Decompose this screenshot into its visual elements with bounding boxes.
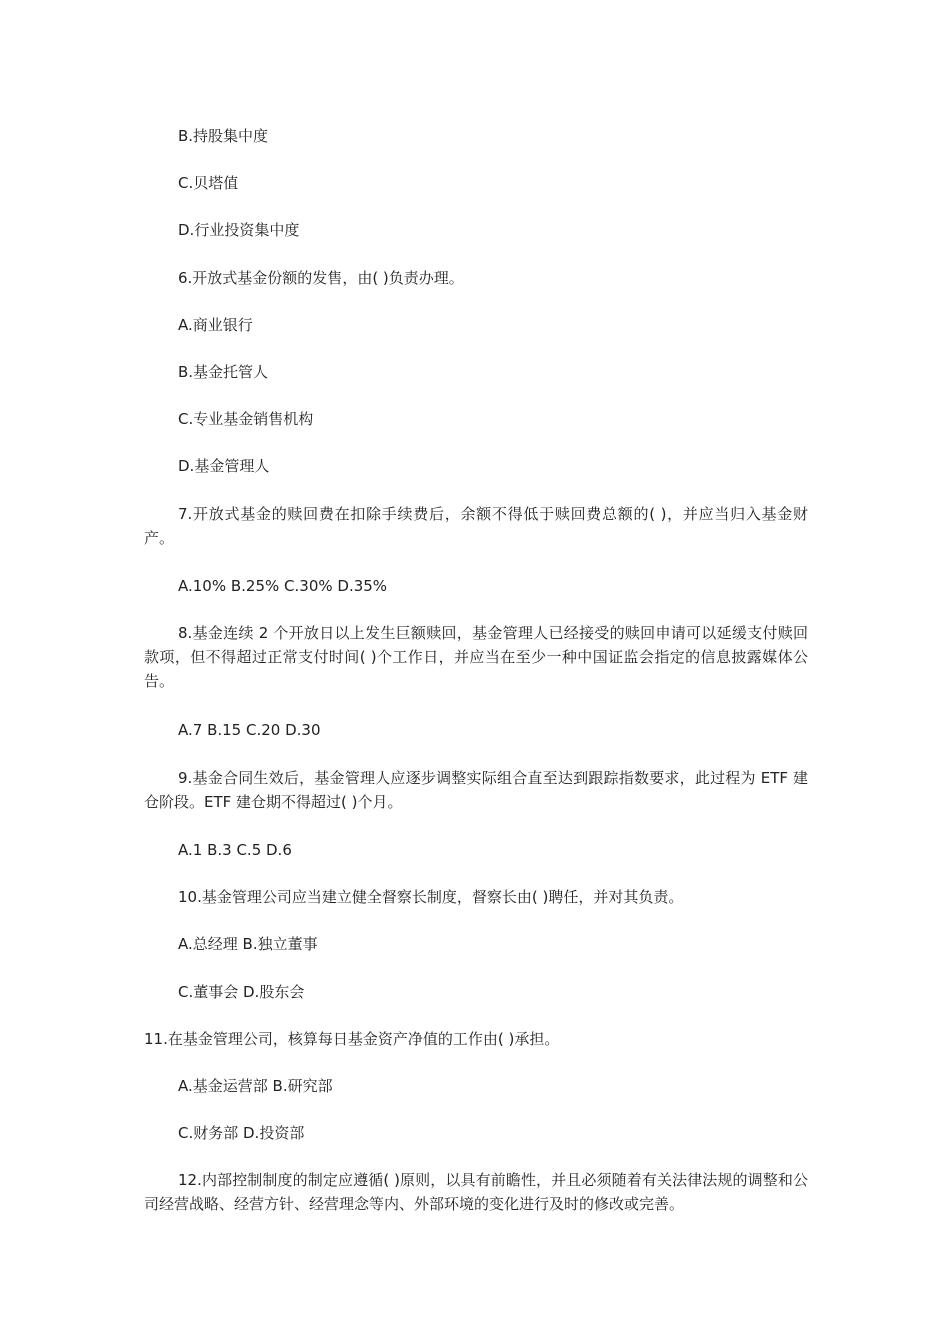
question-6-option-b: B.基金托管人 <box>178 363 269 381</box>
question-11-options-ab: A.基金运营部 B.研究部 <box>178 1077 333 1095</box>
question-6-option-c: C.专业基金销售机构 <box>178 410 314 428</box>
question-9-options: A.1 B.3 C.5 D.6 <box>178 841 292 859</box>
option-b-holding-concentration: B.持股集中度 <box>178 127 269 145</box>
option-d-industry-concentration: D.行业投资集中度 <box>178 221 300 239</box>
option-c-beta: C.贝塔值 <box>178 174 239 192</box>
question-8: 8.基金连续 2 个开放日以上发生巨额赎回，基金管理人已经接受的赎回申请可以延缓支付赎回款项，但不得超过正常支付时间( )个工作日，并应当在至少一种中国证监会指定的信息披露媒体公告。 <box>144 624 808 690</box>
question-6-option-a: A.商业银行 <box>178 316 253 334</box>
question-9: 9.基金合同生效后，基金管理人应逐步调整实际组合直至达到跟踪指数要求，此过程为 ETF 建仓阶段。ETF 建仓期不得超过( )个月。 <box>144 769 808 811</box>
question-10-options-ab: A.总经理 B.独立董事 <box>178 935 318 953</box>
question-6: 6.开放式基金份额的发售，由( )负责办理。 <box>178 269 464 287</box>
question-10-options-cd: C.董事会 D.股东会 <box>178 983 305 1001</box>
question-7-options: A.10% B.25% C.30% D.35% <box>178 577 388 595</box>
question-11: 11.在基金管理公司，核算每日基金资产净值的工作由( )承担。 <box>144 1030 560 1048</box>
question-10: 10.基金管理公司应当建立健全督察长制度，督察长由( )聘任，并对其负责。 <box>178 888 684 906</box>
question-6-option-d: D.基金管理人 <box>178 457 270 475</box>
question-11-options-cd: C.财务部 D.投资部 <box>178 1124 305 1142</box>
question-8-options: A.7 B.15 C.20 D.30 <box>178 721 321 739</box>
question-12: 12.内部控制制度的制定应遵循( )原则，以具有前瞻性，并且必须随着有关法律法规的调整和公司经营战略、经营方针、经营理念等内、外部环境的变化进行及时的修改或完善。 <box>144 1171 808 1213</box>
question-7: 7.开放式基金的赎回费在扣除手续费后，余额不得低于赎回费总额的( )，并应当归入基金财产。 <box>144 505 808 547</box>
